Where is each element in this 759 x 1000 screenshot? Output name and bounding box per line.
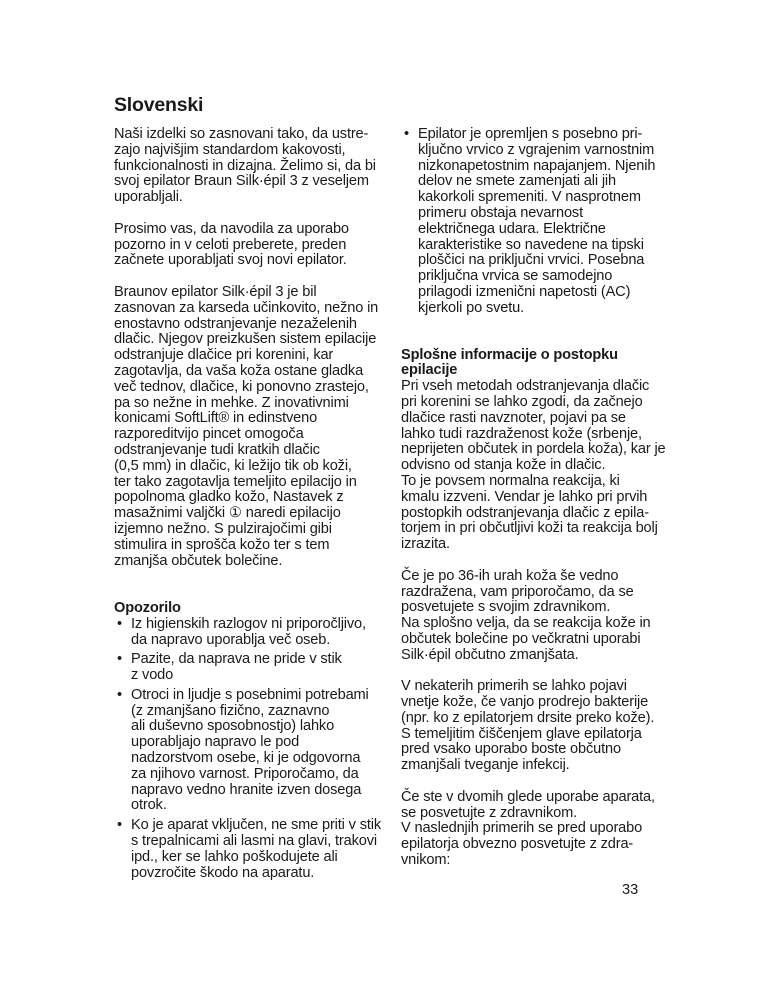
text-line: epilatorja obvezno posvetujte z zdra-: [401, 836, 634, 853]
text-line: občutek bolečine po večkratni uporabi: [401, 630, 641, 647]
text-line: pa so nežne in mehke. Z inovativnimi: [114, 394, 349, 411]
text-line: odstranjevanje tudi kratkih dlačic: [114, 441, 320, 458]
bullet-icon: •: [117, 615, 122, 632]
text-line: stimulira in sprošča kožo ter s tem: [114, 536, 330, 553]
text-line: zmanjšali tveganje infekcij.: [401, 757, 570, 774]
text-line: za njihovo varnost. Priporočamo, da: [131, 765, 359, 782]
text-line: pred vsako uporabo boste občutno: [401, 741, 621, 758]
text-line: konicami SoftLift® in edinstveno: [114, 410, 318, 427]
text-line: lahko tudi razdraženost kože (srbenje,: [401, 425, 642, 442]
paragraph: [401, 790, 671, 869]
text-line: svoj epilator Braun Silk·épil 3 z veseljem: [114, 173, 369, 190]
text-line: zajo najvišjim standardom kakovosti,: [114, 141, 346, 158]
text-line: zasnovan za karseda učinkovito, nežno in: [114, 299, 379, 316]
text-line: uporabljajo napravo le pod: [131, 734, 300, 751]
text-line: Če je po 36-ih urah koža še vedno: [401, 567, 619, 584]
text-line: uporabljali.: [114, 189, 183, 206]
text-line: posvetujete s svojim zdravnikom.: [401, 599, 611, 616]
text-line: vnetje kože, če vanjo prodrejo bakterije: [401, 694, 649, 711]
text-line: pri korenini se lahko zgodi, da začnejo: [401, 393, 643, 410]
text-line: popolnoma gladko kožo, Nastavek z: [114, 489, 344, 506]
right-column: [401, 127, 671, 869]
text-line: Naši izdelki so zasnovani tako, da ustre-: [114, 126, 369, 142]
text-line: nizkonapetostnim napajanjem. Njenih: [418, 157, 656, 174]
text-line: nadzorstvom osebe, ki je odgovorna: [131, 750, 361, 767]
text-line: odvisno od stanja kože in dlačic.: [401, 457, 606, 474]
text-line: priključna vrvica se samodejno: [418, 268, 613, 285]
text-line: povzročite škodo na aparatu.: [131, 864, 315, 881]
intro-paragraphs: [114, 127, 384, 569]
heading-line: epilacije: [401, 362, 458, 379]
text-line: kakorkoli spremeniti. V nasprotnem: [418, 189, 641, 206]
page-title: Slovenski: [114, 94, 204, 116]
list-item: [114, 617, 384, 649]
text-line: S temeljitim čiščenjem glave epilatorja: [401, 725, 642, 742]
paragraph: [114, 127, 384, 206]
text-line: primeru obstaja nevarnost: [418, 204, 583, 221]
text-line: ploščici na priključni vrvici. Posebna: [418, 252, 645, 269]
text-line: Otroci in ljudje s posebnimi potrebami: [131, 686, 369, 703]
text-line: izjemno nežno. S pulzirajočimi gibi: [114, 520, 332, 537]
text-line: se posvetujte z zdravnikom.: [401, 804, 578, 821]
text-line: masažnimi valjčki ① naredi epilacijo: [114, 505, 341, 522]
text-line: vnikom:: [401, 852, 451, 869]
paragraph: [401, 569, 671, 664]
text-line: (0,5 mm) in dlačic, ki ležijo tik ob koži,: [114, 457, 352, 474]
text-line: da napravo uporablja več oseb.: [131, 631, 331, 648]
text-line: Pri vseh metodah odstranjevanja dlačic: [401, 378, 650, 395]
bullet-icon: •: [117, 817, 122, 834]
text-line: funkcionalnosti in dizajna. Želimo si, da bi: [114, 157, 376, 174]
text-line: izrazita.: [401, 536, 450, 553]
text-line: Epilator je opremljen s posebno pri-: [418, 126, 643, 142]
text-line: postopkih odstranjevanja dlačic z epila-: [401, 504, 649, 521]
text-line: otrok.: [131, 797, 167, 814]
text-line: Braunov epilator Silk·épil 3 je bil: [114, 283, 317, 300]
text-line: ali duševno sposobnostjo) lahko: [131, 718, 335, 735]
text-line: V nekaterih primerih se lahko pojavi: [401, 678, 627, 695]
text-line: Na splošno velja, da se reakcija kože in: [401, 615, 651, 632]
text-line: ter tako zagotavlja temeljito epilacijo in: [114, 473, 357, 490]
text-line: karakteristike so navedene na tipski: [418, 236, 644, 253]
text-line: To je povsem normalna reakcija, ki: [401, 472, 620, 489]
text-line: neprijeten občutek in pordela koža), kar je: [401, 441, 666, 458]
left-column: [114, 127, 384, 885]
text-line: (z zmanjšano fizično, zaznavno: [131, 702, 330, 719]
text-line: zagotavlja, da vaša koža ostane gladka: [114, 362, 364, 379]
text-line: Ko je aparat vključen, ne sme priti v stik: [131, 817, 382, 834]
text-line: V naslednjih primerih se pred uporabo: [401, 820, 643, 837]
list-item: [114, 818, 384, 881]
text-line: Če ste v dvomih glede uporabe aparata,: [401, 788, 655, 805]
bullet-icon: •: [117, 686, 122, 703]
text-line: zmanjša občutek bolečine.: [114, 552, 283, 569]
text-line: Prosimo vas, da navodila za uporabo: [114, 220, 349, 237]
section-heading: [401, 348, 671, 380]
text-line: napravo vedno hranite izven dosega: [131, 781, 362, 798]
text-line: s trepalnicami ali lasmi na glavi, trakovi: [131, 833, 377, 850]
list-item: [401, 127, 671, 317]
text-line: Iz higienskih razlogov ni priporočljivo,: [131, 615, 366, 632]
general-info-paragraphs: [401, 379, 671, 869]
text-line: odstranjuje dlačice pri korenini, kar: [114, 347, 334, 364]
paragraph: [401, 679, 671, 774]
text-line: Silk·épil občutno zmanjšata.: [401, 646, 579, 663]
safety-list: [401, 127, 671, 317]
text-line: Pazite, da naprava ne pride v stik: [131, 651, 342, 668]
bullet-icon: •: [404, 126, 409, 142]
text-line: torjem in pri občutljivi koži ta reakcija bolj: [401, 520, 658, 537]
bullet-icon: •: [117, 651, 122, 668]
text-line: kmalu izzveni. Vendar je lahko pri prvih: [401, 488, 648, 505]
list-item: [114, 652, 384, 684]
text-line: dlačic. Njegov preizkušen sistem epilacije: [114, 331, 377, 348]
paragraph: [114, 285, 384, 569]
paragraph: [114, 222, 384, 269]
text-line: razdražena, vam priporočamo, da se: [401, 583, 634, 600]
text-line: električnega udara. Električne: [418, 220, 606, 237]
text-line: (npr. ko z epilatorjem drsite preko kože).: [401, 709, 655, 726]
warning-heading: Opozorilo: [114, 599, 181, 616]
text-line: z vodo: [131, 667, 174, 684]
text-line: razporeditvijo pincet omogoča: [114, 426, 304, 443]
text-line: ključno vrvico z vgrajenim varnostnim: [418, 141, 655, 158]
text-line: več tednov, dlačice, ki ponovno zrastejo,: [114, 378, 369, 395]
page-number: 33: [622, 882, 639, 898]
text-line: enostavno odstranjevanje nezaželenih: [114, 315, 357, 332]
text-line: delov ne smete zamenjati ali jih: [418, 173, 616, 190]
paragraph: [401, 379, 671, 553]
text-line: pozorno in v celoti preberete, preden: [114, 236, 347, 253]
text-line: kjerkoli po svetu.: [418, 299, 524, 316]
text-line: ipd., ker se lahko poškodujete ali: [131, 848, 338, 865]
warning-list: [114, 617, 384, 882]
text-line: začnete uporabljati svoj novi epilator.: [114, 252, 347, 269]
heading-line: Splošne informacije o postopku: [401, 346, 618, 363]
text-line: prilagodi izmenični napetosti (AC): [418, 283, 631, 300]
text-line: dlačice rasti navznoter, pojavi pa se: [401, 409, 626, 426]
list-item: [114, 688, 384, 814]
